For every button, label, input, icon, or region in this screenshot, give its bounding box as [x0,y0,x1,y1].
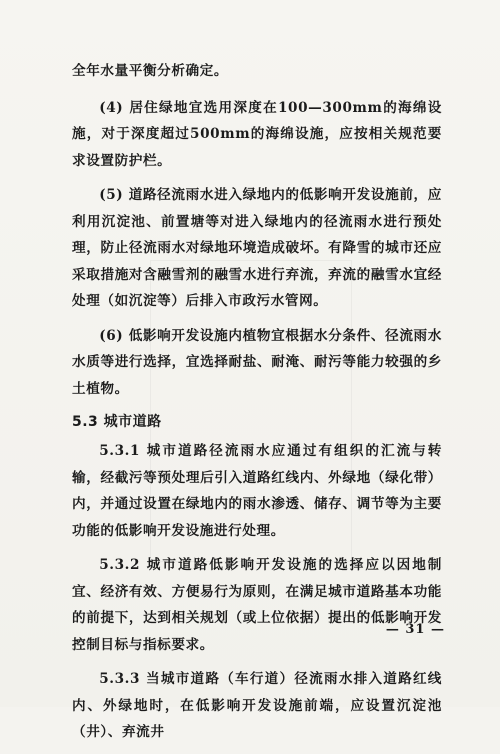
section-heading-city-roads: 5.3 城市道路 [72,414,162,430]
paragraph-continued: 全年水量平衡分析确定。 [72,63,229,79]
paragraph-item-4: (4) 居住绿地宜选用深度在100—300mm的海绵设施，对于深度超过500mm的海绵设施，应按相关规范要求设置防护栏。 [72,99,442,169]
clause-5-3-1: 5.3.1 城市道路径流雨水应通过有组织的汇流与转输，经截污等预处理后引入道路红线内、外绿地（绿化带）内，并通过设置在绿地内的雨水渗透、储存、调节等为主要功能的低影响开发设施进行处理。 [72,443,442,539]
paragraph-item-6: (6) 低影响开发设施内植物宜根据水分条件、径流雨水水质等进行选择，宜选择耐盐、耐淹、耐污等能力较强的乡土植物。 [72,327,442,397]
clause-5-3-2: 5.3.2 城市道路低影响开发设施的选择应以因地制宜、经济有效、方便易行为原则，在满足城市道路基本功能的前提下，达到相关规划（或上位依据）提出的低影响开发控制目标与指标要求。 [72,557,442,653]
clause-5-3-3: 5.3.3 当城市道路（车行道）径流雨水排入道路红线内、外绿地时，在低影响开发设施前端，应设置沉淀池（井）、弃流井 [72,671,442,740]
page-number: — 31 — [385,622,445,637]
paragraph-item-5: (5) 道路径流雨水进入绿地内的低影响开发设施前，应利用沉淀池、前置塘等对进入绿地内的径流雨水进行预处理，防止径流雨水对绿地环境造成破坏。有降雪的城市还应采取措施对含融雪剂的融雪水进行弃流，弃流的融雪水宜经处理（如沉淀等）后排入市政污水管网。 [72,187,442,309]
document-body [72,58,442,754]
